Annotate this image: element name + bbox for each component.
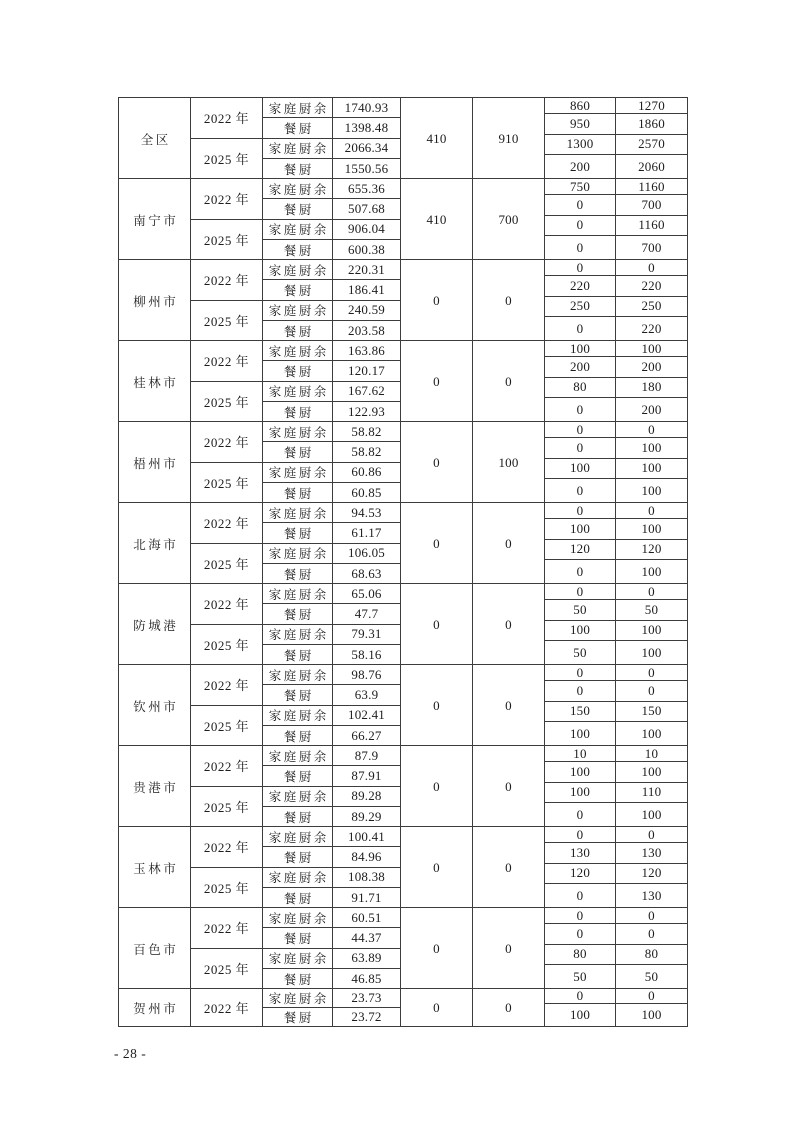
right-col2-cell: 0 <box>616 827 687 843</box>
amount-cell: 203.58 <box>333 321 401 341</box>
right-col1-cell: 100 <box>545 762 616 782</box>
region-cell: 防城港 <box>119 584 191 665</box>
waste-type-cell: 家庭厨余 <box>263 949 333 969</box>
right-col2-cell: 2060 <box>638 158 665 174</box>
right-col2-cell: 100 <box>616 438 687 458</box>
amount-cell: 87.9 <box>333 746 401 766</box>
amount-cell: 106.05 <box>333 544 401 564</box>
waste-type-cell: 家庭厨余 <box>263 301 333 321</box>
right-col2-cell: 0 <box>616 422 687 438</box>
amount-cell: 60.51 <box>333 908 401 928</box>
right-col1-cell: 0 <box>545 438 616 458</box>
right-col1-cell: 0 <box>545 422 616 438</box>
right-col2-cell: 0 <box>616 908 687 924</box>
amount-cell: 220.31 <box>333 260 401 280</box>
right-col1-cell: 120 <box>545 864 616 884</box>
right-col1-cell: 50 <box>545 965 616 989</box>
amount-cell: 89.29 <box>333 807 401 827</box>
right-col2-cell: 100 <box>641 806 662 822</box>
waste-type-cell: 家庭厨余 <box>263 260 333 280</box>
region-cell: 玉林市 <box>119 827 191 908</box>
year-cell: 2022 年 <box>191 665 263 706</box>
amount-cell: 47.7 <box>333 604 401 624</box>
right-col1-cell: 100 <box>545 621 616 641</box>
waste-type-cell: 家庭厨余 <box>263 544 333 564</box>
waste-type-cell: 家庭厨余 <box>263 382 333 402</box>
region-block <box>119 422 687 503</box>
amount-cell: 122.93 <box>333 402 401 422</box>
merged-summary-cell-2: 0 <box>473 260 545 341</box>
merged-summary-cell-2: 700 <box>473 179 545 260</box>
waste-type-cell: 餐厨 <box>263 928 333 948</box>
year-cell: 2025 年 <box>191 301 263 342</box>
right-col1-cell: 0 <box>545 803 616 827</box>
amount-cell: 94.53 <box>333 503 401 523</box>
right-col1-cell: 0 <box>545 236 616 260</box>
right-col1-cell: 0 <box>545 665 616 681</box>
right-col1-cell: 0 <box>545 884 616 908</box>
region-cell: 全区 <box>119 98 191 179</box>
amount-cell: 23.72 <box>333 1008 401 1027</box>
right-subgrid <box>545 989 687 1026</box>
amount-cell: 66.27 <box>333 726 401 746</box>
region-cell: 贺州市 <box>119 989 191 1026</box>
right-col2-cell: 1160 <box>616 216 687 236</box>
right-col1-cell: 250 <box>545 297 616 317</box>
waste-type-cell: 家庭厨余 <box>263 503 333 523</box>
right-col2-cell: 700 <box>616 195 687 215</box>
right-col1-cell: 0 <box>545 827 616 843</box>
waste-type-cell: 餐厨 <box>263 847 333 867</box>
waste-type-cell: 餐厨 <box>263 361 333 381</box>
right-col2-cell: 100 <box>616 459 687 479</box>
year-cell: 2022 年 <box>191 908 263 949</box>
amount-cell: 23.73 <box>333 989 401 1008</box>
region-cell: 桂林市 <box>119 341 191 422</box>
right-col1-cell: 50 <box>545 641 616 665</box>
waste-type-cell: 餐厨 <box>263 564 333 584</box>
right-col2-cell: 100 <box>641 725 662 741</box>
waste-type-cell: 家庭厨余 <box>263 179 333 199</box>
merged-summary-cell-1: 0 <box>401 260 473 341</box>
amount-cell: 163.86 <box>333 341 401 361</box>
amount-cell: 240.59 <box>333 301 401 321</box>
amount-cell: 120.17 <box>333 361 401 381</box>
waste-type-cell: 餐厨 <box>263 402 333 422</box>
right-col2-cell: 220 <box>641 320 662 336</box>
right-col2-cell: 50 <box>616 600 687 620</box>
waste-type-cell: 家庭厨余 <box>263 665 333 685</box>
region-block <box>119 260 687 341</box>
year-cell: 2022 年 <box>191 584 263 625</box>
right-subgrid <box>545 422 687 503</box>
waste-type-cell: 餐厨 <box>263 442 333 462</box>
year-cell: 2025 年 <box>191 868 263 909</box>
right-subgrid <box>545 341 687 422</box>
right-col1-cell: 0 <box>545 398 616 422</box>
right-col1-cell: 0 <box>545 260 616 276</box>
right-subgrid <box>545 584 687 665</box>
merged-summary-cell-1: 0 <box>401 989 473 1026</box>
amount-cell: 1740.93 <box>333 98 401 118</box>
amount-cell: 87.91 <box>333 766 401 786</box>
region-block <box>119 341 687 422</box>
right-col2-cell: 80 <box>616 945 687 965</box>
right-subgrid <box>545 179 687 260</box>
year-cell: 2022 年 <box>191 503 263 544</box>
region-cell: 南宁市 <box>119 179 191 260</box>
right-col2-cell: 2570 <box>616 135 687 155</box>
right-col2-cell: 0 <box>616 665 687 681</box>
waste-type-cell: 家庭厨余 <box>263 220 333 240</box>
year-cell: 2022 年 <box>191 989 263 1026</box>
right-col2-cell: 250 <box>616 297 687 317</box>
amount-cell: 167.62 <box>333 382 401 402</box>
merged-summary-cell-1: 410 <box>401 179 473 260</box>
right-col2-cell: 100 <box>616 762 687 782</box>
right-col1-cell: 0 <box>545 479 616 503</box>
waste-type-cell: 家庭厨余 <box>263 908 333 928</box>
right-col2-cell: 130 <box>641 887 662 903</box>
waste-type-cell: 餐厨 <box>263 645 333 665</box>
right-col1-cell: 0 <box>545 924 616 944</box>
region-cell: 钦州市 <box>119 665 191 746</box>
amount-cell: 61.17 <box>333 523 401 543</box>
amount-cell: 58.82 <box>333 422 401 442</box>
year-cell: 2022 年 <box>191 746 263 787</box>
amount-cell: 1550.56 <box>333 159 401 179</box>
waste-type-cell: 餐厨 <box>263 888 333 908</box>
region-block <box>119 503 687 584</box>
right-col2-cell: 0 <box>616 503 687 519</box>
year-cell: 2022 年 <box>191 827 263 868</box>
amount-cell: 655.36 <box>333 179 401 199</box>
merged-summary-cell-2: 0 <box>473 503 545 584</box>
amount-cell: 100.41 <box>333 827 401 847</box>
merged-summary-cell-1: 0 <box>401 665 473 746</box>
amount-cell: 600.38 <box>333 240 401 260</box>
right-col1-cell: 1300 <box>545 135 616 155</box>
amount-cell: 79.31 <box>333 625 401 645</box>
right-col1-cell: 860 <box>545 98 616 114</box>
region-cell: 贵港市 <box>119 746 191 827</box>
amount-cell: 906.04 <box>333 220 401 240</box>
right-col2-cell: 100 <box>616 621 687 641</box>
amount-cell: 102.41 <box>333 706 401 726</box>
waste-type-cell: 家庭厨余 <box>263 746 333 766</box>
right-subgrid <box>545 98 687 179</box>
right-col2-cell: 130 <box>616 843 687 863</box>
waste-type-cell: 家庭厨余 <box>263 706 333 726</box>
waste-type-cell: 餐厨 <box>263 604 333 624</box>
right-col1-cell: 10 <box>545 746 616 762</box>
merged-summary-cell-1: 0 <box>401 422 473 503</box>
year-cell: 2025 年 <box>191 625 263 666</box>
amount-cell: 98.76 <box>333 665 401 685</box>
right-col2-cell: 100 <box>641 644 662 660</box>
region-block <box>119 584 687 665</box>
region-cell: 北海市 <box>119 503 191 584</box>
amount-cell: 108.38 <box>333 868 401 888</box>
merged-summary-cell-1: 0 <box>401 503 473 584</box>
region-cell: 梧州市 <box>119 422 191 503</box>
amount-cell: 186.41 <box>333 280 401 300</box>
right-col2-cell: 150 <box>616 702 687 722</box>
right-col2-cell: 10 <box>616 746 687 762</box>
right-col2-cell: 0 <box>616 989 687 1004</box>
waste-type-cell: 家庭厨余 <box>263 584 333 604</box>
waste-type-cell: 餐厨 <box>263 118 333 138</box>
waste-type-cell: 家庭厨余 <box>263 463 333 483</box>
amount-cell: 91.71 <box>333 888 401 908</box>
merged-summary-cell-1: 0 <box>401 908 473 989</box>
amount-cell: 63.9 <box>333 685 401 705</box>
right-col1-cell: 0 <box>545 503 616 519</box>
merged-summary-cell-1: 410 <box>401 98 473 179</box>
right-col2-cell: 0 <box>616 924 687 944</box>
right-col2-cell: 200 <box>616 357 687 377</box>
right-col1-cell: 0 <box>545 216 616 236</box>
waste-type-cell: 家庭厨余 <box>263 787 333 807</box>
waste-data-table <box>118 97 688 1027</box>
right-col1-cell: 0 <box>545 989 616 1004</box>
year-cell: 2025 年 <box>191 787 263 828</box>
waste-type-cell: 家庭厨余 <box>263 422 333 442</box>
right-subgrid <box>545 908 687 989</box>
right-col2-cell: 110 <box>616 783 687 803</box>
right-col2-cell: 700 <box>641 239 662 255</box>
right-col1-cell: 100 <box>545 1004 616 1026</box>
right-col1-cell: 100 <box>545 783 616 803</box>
region-cell: 百色市 <box>119 908 191 989</box>
right-col2-cell: 120 <box>616 540 687 560</box>
amount-cell: 63.89 <box>333 949 401 969</box>
region-block <box>119 827 687 908</box>
right-col2-cell: 1270 <box>616 98 687 114</box>
year-cell: 2022 年 <box>191 260 263 301</box>
right-subgrid <box>545 503 687 584</box>
right-col1-cell: 100 <box>545 722 616 746</box>
waste-type-cell: 家庭厨余 <box>263 827 333 847</box>
right-col1-cell: 200 <box>545 155 616 179</box>
region-block <box>119 908 687 989</box>
year-cell: 2025 年 <box>191 463 263 504</box>
right-subgrid <box>545 827 687 908</box>
year-cell: 2022 年 <box>191 98 263 139</box>
merged-summary-cell-1: 0 <box>401 341 473 422</box>
right-col1-cell: 750 <box>545 179 616 195</box>
waste-type-cell: 家庭厨余 <box>263 341 333 361</box>
region-cell: 柳州市 <box>119 260 191 341</box>
right-col1-cell: 80 <box>545 945 616 965</box>
merged-summary-cell-2: 0 <box>473 665 545 746</box>
right-subgrid <box>545 260 687 341</box>
merged-summary-cell-2: 910 <box>473 98 545 179</box>
merged-summary-cell-1: 0 <box>401 827 473 908</box>
right-col2-cell: 100 <box>616 519 687 539</box>
amount-cell: 507.68 <box>333 199 401 219</box>
right-col2-cell: 100 <box>616 341 687 357</box>
right-col2-cell: 100 <box>641 482 662 498</box>
right-col1-cell: 200 <box>545 357 616 377</box>
right-col1-cell: 150 <box>545 702 616 722</box>
merged-summary-cell-2: 0 <box>473 827 545 908</box>
year-cell: 2025 年 <box>191 220 263 261</box>
right-col1-cell: 0 <box>545 908 616 924</box>
merged-summary-cell-2: 0 <box>473 584 545 665</box>
right-col2-cell: 120 <box>616 864 687 884</box>
right-col2-cell: 220 <box>616 276 687 296</box>
right-col2-cell: 100 <box>641 1007 662 1022</box>
year-cell: 2022 年 <box>191 341 263 382</box>
right-col2-cell: 1860 <box>616 114 687 134</box>
right-subgrid <box>545 746 687 827</box>
merged-summary-cell-2: 0 <box>473 989 545 1026</box>
waste-type-cell: 餐厨 <box>263 766 333 786</box>
right-col1-cell: 80 <box>545 378 616 398</box>
right-col1-cell: 0 <box>545 681 616 701</box>
right-col2-cell: 100 <box>641 563 662 579</box>
right-col1-cell: 100 <box>545 341 616 357</box>
waste-type-cell: 餐厨 <box>263 523 333 543</box>
amount-cell: 89.28 <box>333 787 401 807</box>
right-col2-cell: 200 <box>641 401 662 417</box>
waste-type-cell: 家庭厨余 <box>263 989 333 1008</box>
amount-cell: 58.16 <box>333 645 401 665</box>
merged-summary-cell-1: 0 <box>401 584 473 665</box>
right-col2-cell: 0 <box>616 584 687 600</box>
amount-cell: 60.85 <box>333 483 401 503</box>
waste-type-cell: 餐厨 <box>263 321 333 341</box>
merged-summary-cell-2: 0 <box>473 746 545 827</box>
waste-type-cell: 餐厨 <box>263 199 333 219</box>
waste-type-cell: 餐厨 <box>263 159 333 179</box>
right-col1-cell: 100 <box>545 519 616 539</box>
year-cell: 2022 年 <box>191 179 263 220</box>
region-block <box>119 746 687 827</box>
amount-cell: 1398.48 <box>333 118 401 138</box>
right-col2-cell: 50 <box>644 968 659 984</box>
merged-summary-cell-2: 0 <box>473 908 545 989</box>
page-number: - 28 - <box>114 1046 147 1061</box>
right-col1-cell: 950 <box>545 114 616 134</box>
year-cell: 2022 年 <box>191 422 263 463</box>
right-col2-cell: 1160 <box>616 179 687 195</box>
right-col1-cell: 220 <box>545 276 616 296</box>
amount-cell: 2066.34 <box>333 139 401 159</box>
waste-type-cell: 家庭厨余 <box>263 868 333 888</box>
year-cell: 2025 年 <box>191 139 263 180</box>
merged-summary-cell-2: 0 <box>473 341 545 422</box>
amount-cell: 84.96 <box>333 847 401 867</box>
waste-type-cell: 餐厨 <box>263 807 333 827</box>
year-cell: 2025 年 <box>191 949 263 990</box>
amount-cell: 46.85 <box>333 969 401 989</box>
right-col1-cell: 100 <box>545 459 616 479</box>
merged-summary-cell-1: 0 <box>401 746 473 827</box>
region-block <box>119 98 687 179</box>
waste-type-cell: 餐厨 <box>263 969 333 989</box>
amount-cell: 68.63 <box>333 564 401 584</box>
waste-type-cell: 家庭厨余 <box>263 98 333 118</box>
right-col1-cell: 0 <box>545 584 616 600</box>
region-block <box>119 989 687 1026</box>
right-col1-cell: 0 <box>545 560 616 584</box>
waste-type-cell: 餐厨 <box>263 1008 333 1027</box>
waste-type-cell: 家庭厨余 <box>263 139 333 159</box>
right-col1-cell: 50 <box>545 600 616 620</box>
right-col1-cell: 0 <box>545 317 616 341</box>
right-subgrid <box>545 665 687 746</box>
right-col1-cell: 0 <box>545 195 616 215</box>
amount-cell: 44.37 <box>333 928 401 948</box>
merged-summary-cell-2: 100 <box>473 422 545 503</box>
right-col2-cell: 180 <box>616 378 687 398</box>
waste-type-cell: 餐厨 <box>263 685 333 705</box>
waste-type-cell: 家庭厨余 <box>263 625 333 645</box>
waste-type-cell: 餐厨 <box>263 280 333 300</box>
right-col2-cell: 0 <box>616 260 687 276</box>
waste-type-cell: 餐厨 <box>263 240 333 260</box>
amount-cell: 58.82 <box>333 442 401 462</box>
year-cell: 2025 年 <box>191 382 263 423</box>
right-col2-cell: 0 <box>616 681 687 701</box>
right-col1-cell: 120 <box>545 540 616 560</box>
right-col1-cell: 130 <box>545 843 616 863</box>
region-block <box>119 665 687 746</box>
year-cell: 2025 年 <box>191 544 263 585</box>
year-cell: 2025 年 <box>191 706 263 747</box>
waste-type-cell: 餐厨 <box>263 726 333 746</box>
region-block <box>119 179 687 260</box>
amount-cell: 65.06 <box>333 584 401 604</box>
waste-type-cell: 餐厨 <box>263 483 333 503</box>
amount-cell: 60.86 <box>333 463 401 483</box>
